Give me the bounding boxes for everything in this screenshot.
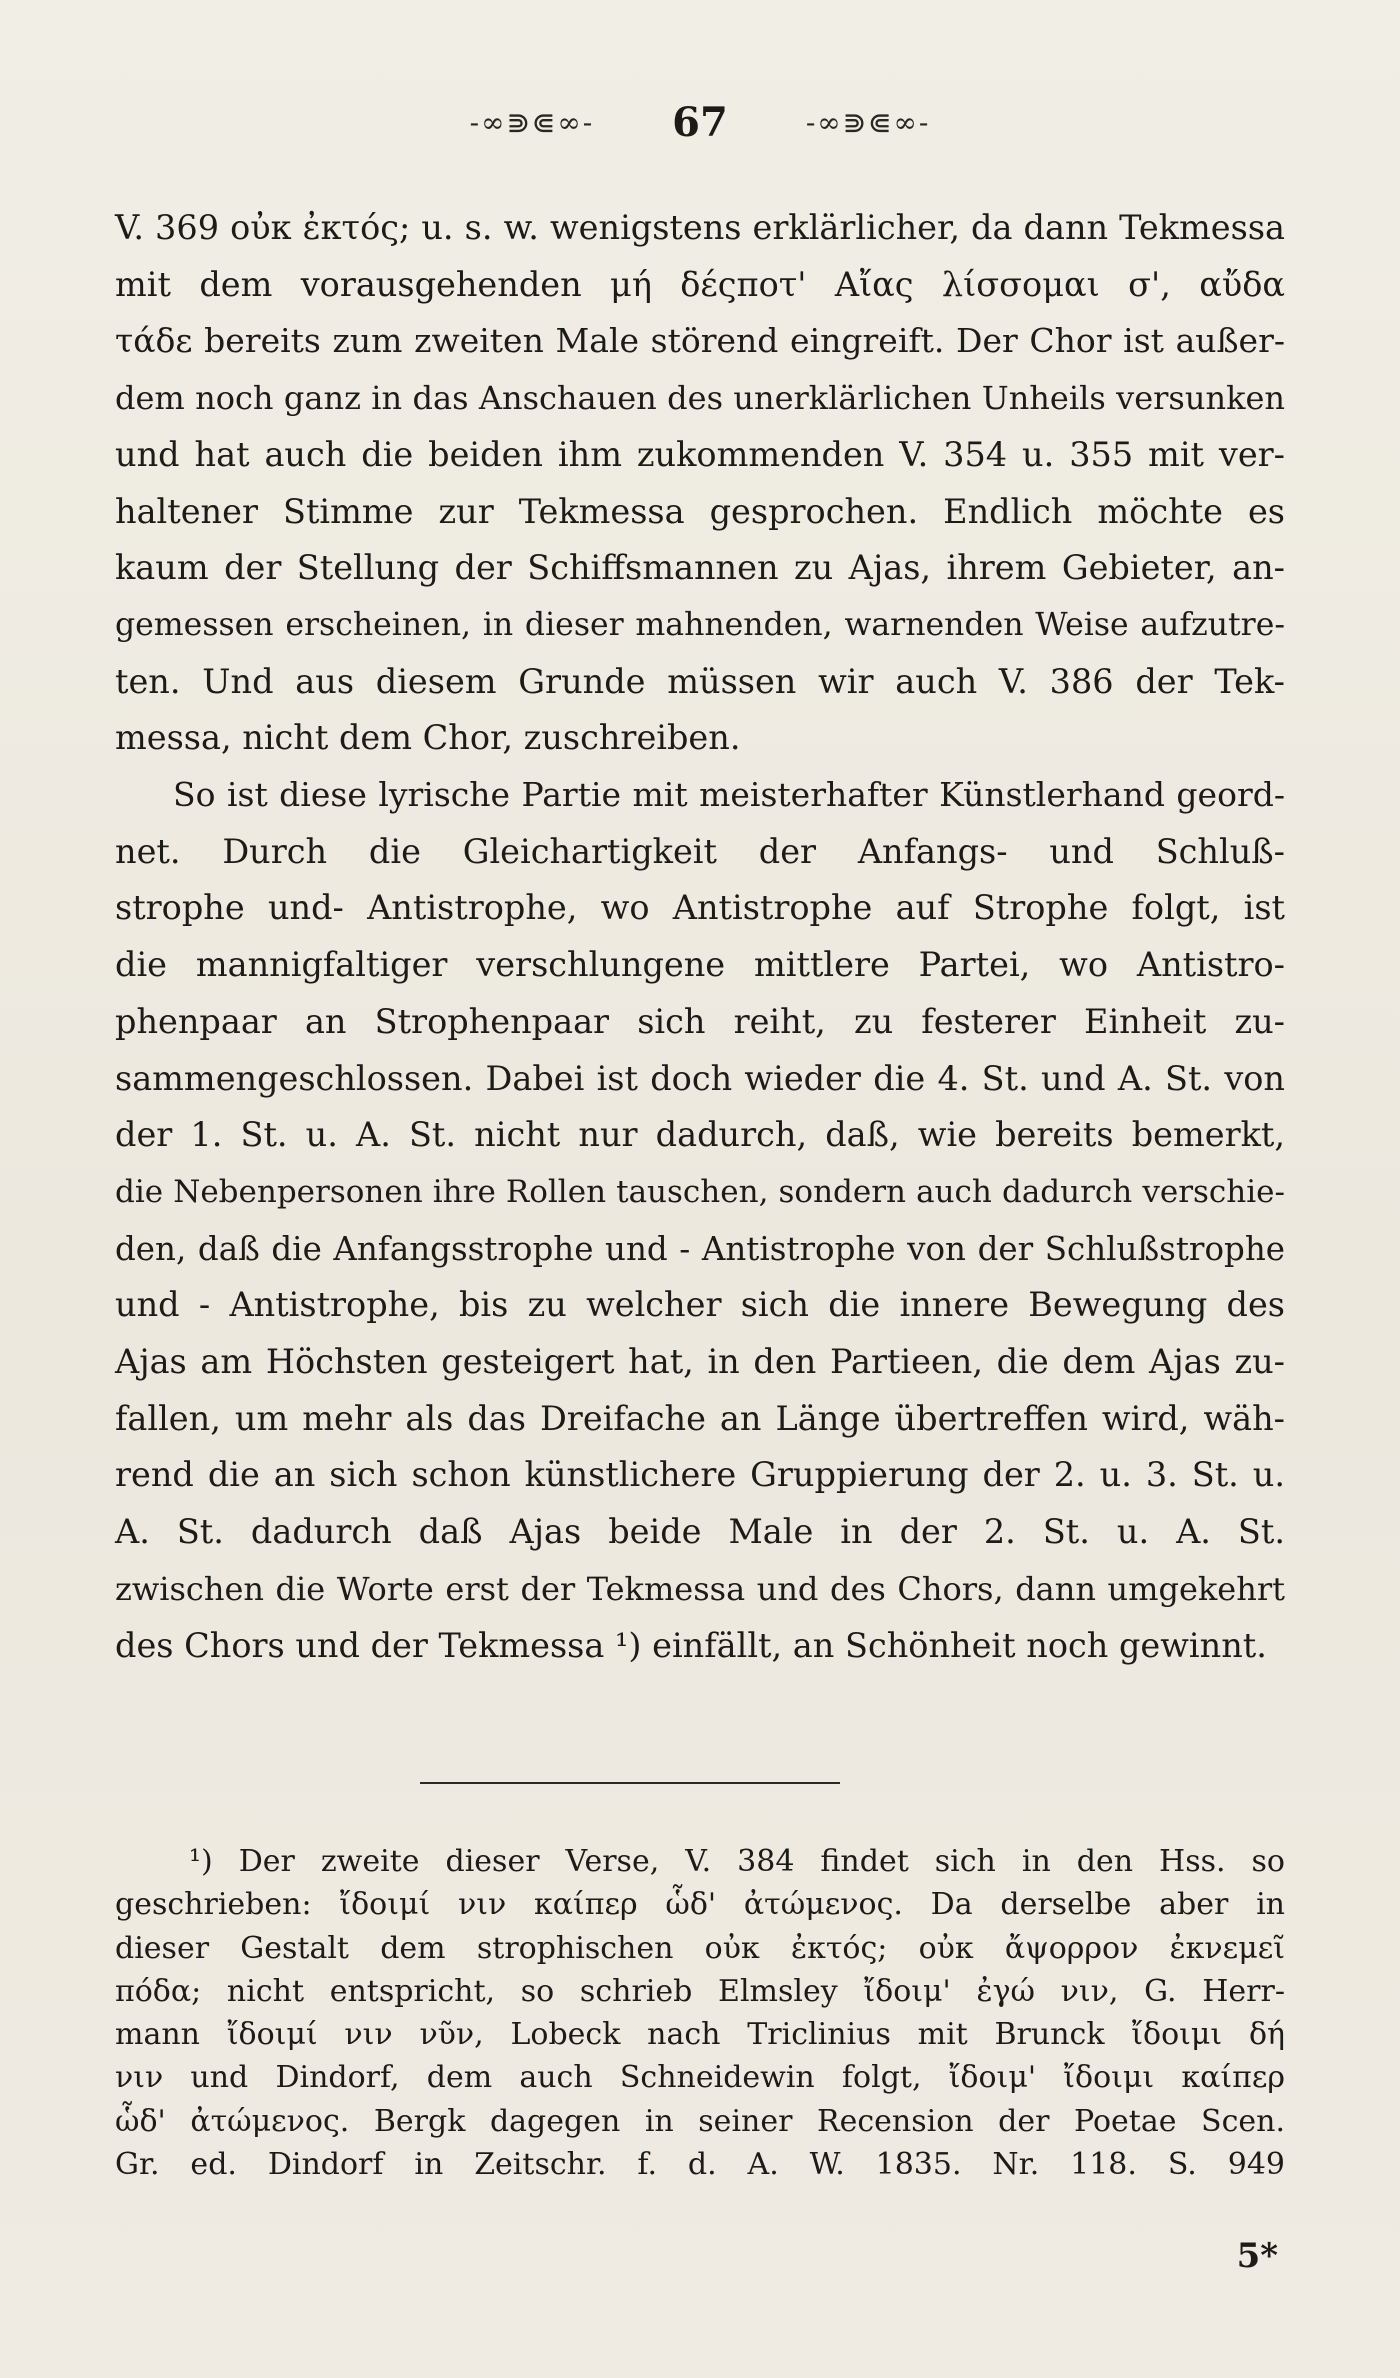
text-line: fallen, um mehr als das Dreifache an Länge übertreffen wird, wäh- [115,1398,1285,1438]
main-text [115,200,1285,1674]
footnote-line: ¹) Der zweite dieser Verse, V. 384 findet sich in den Hss. so [189,1844,1285,1879]
footnote-line: geschrieben: ἴδοιμί νιν καίπερ ὧδ' ἀτώμενος. Da derselbe aber in [115,1887,1285,1923]
text-line: strophe und- Antistrophe, wo Antistrophe auf Strophe folgt, ist [115,888,1285,928]
footnote-line: πόδα; nicht entspricht, so schrieb Elmsley ἴδοιμ' ἐγώ νιν, G. Herr- [115,1973,1285,2009]
footnote-line: ὧδ' ἀτώμενος. Bergk dagegen in seiner Recension der Poetae Scen. [115,2103,1285,2139]
text-line: die Nebenpersonen ihre Rollen tauschen, sondern auch dadurch verschie- [115,1173,1285,1210]
page-number: 67 [672,98,728,146]
footnote-divider [420,1782,840,1784]
text-line: ten. Und aus diesem Grunde müssen wir auch V. 386 der Tek- [115,661,1285,701]
signature-mark: 5* [1236,2236,1278,2276]
text-line: der 1. St. u. A. St. nicht nur dadurch, daß, wie bereits bemerkt, [115,1115,1285,1155]
text-line: zwischen die Worte erst der Tekmessa und des Chors, dann umgekehrt [115,1569,1285,1608]
text-line: Ajas am Höchsten gesteigert hat, in den Partieen, die dem Ajas zu- [115,1342,1285,1382]
footnote-line: Gr. ed. Dindorf in Zeitschr. f. d. A. W. 1835. Nr. 118. S. 949 [115,2147,1285,2183]
text-line: des Chors und der Tekmessa ¹) einfällt, an Schönheit noch gewinnt. [115,1625,1267,1665]
footnote-line: mann ἴδοιμί νιν νῦν, Lobeck nach Triclinius mit Brunck ἴδοιμι δή [115,2017,1285,2053]
text-line: So ist diese lyrische Partie mit meisterhafter Künstlerhand geord- [173,775,1285,815]
text-line: haltener Stimme zur Tekmessa gesprochen. Endlich möchte es [115,491,1285,531]
page-header [0,92,1400,152]
text-line: gemessen erscheinen, in dieser mahnenden, warnenden Weise aufzutre- [115,606,1285,643]
text-line: die mannigfaltiger verschlungene mittlere Partei, wo Antistro- [115,945,1285,985]
text-line: kaum der Stellung der Schiffsmannen zu Ajas, ihrem Gebieter, an- [115,548,1285,588]
text-line: τάδε bereits zum zweiten Male störend eingreift. Der Chor ist außer- [115,321,1285,361]
footnote-line: νιν und Dindorf, dem auch Schneidewin folgt, ἴδοιμ' ἴδοιμι καίπερ [115,2060,1285,2096]
text-line: dem noch ganz in das Anschauen des unerklärlichen Unheils versunken [115,379,1285,418]
text-line: sammengeschlossen. Dabei ist doch wieder die 4. St. und A. St. von [115,1058,1285,1098]
text-line: mit dem vorausgehenden μή δέςποτ' Αἴας λίσσομαι σ', αὔδα [115,264,1285,304]
text-line: rend die an sich schon künstlichere Gruppierung der 2. u. 3. St. u. [115,1455,1285,1495]
text-line: net. Durch die Gleichartigkeit der Anfangs- und Schluß- [115,831,1285,871]
text-line: messa, nicht dem Chor, zuschreiben. [115,718,741,758]
text-line: V. 369 οὐκ ἐκτός; u. s. w. wenigstens erklärlicher, da dann Tekmessa [115,208,1285,247]
text-line: A. St. dadurch daß Ajas beide Male in der 2. St. u. A. St. [115,1512,1285,1552]
text-line: und hat auch die beiden ihm zukommenden V. 354 u. 355 mit ver- [115,434,1285,474]
ornament-left-icon: -∞⋑⋐∞- [469,105,595,139]
text-line: phenpaar an Strophenpaar sich reiht, zu festerer Einheit zu- [115,1001,1285,1041]
ornament-right-icon: -∞⋑⋐∞- [805,105,931,139]
text-line: und - Antistrophe, bis zu welcher sich die innere Bewegung des [115,1285,1285,1325]
footnote-line: dieser Gestalt dem strophischen οὐκ ἐκτός; οὐκ ἄψορρον ἐκνεμεῖ [115,1930,1285,1966]
text-line: den, daß die Anfangsstrophe und - Antistrophe von der Schlußstrophe [115,1229,1285,1268]
footnotes [115,1840,1285,2186]
